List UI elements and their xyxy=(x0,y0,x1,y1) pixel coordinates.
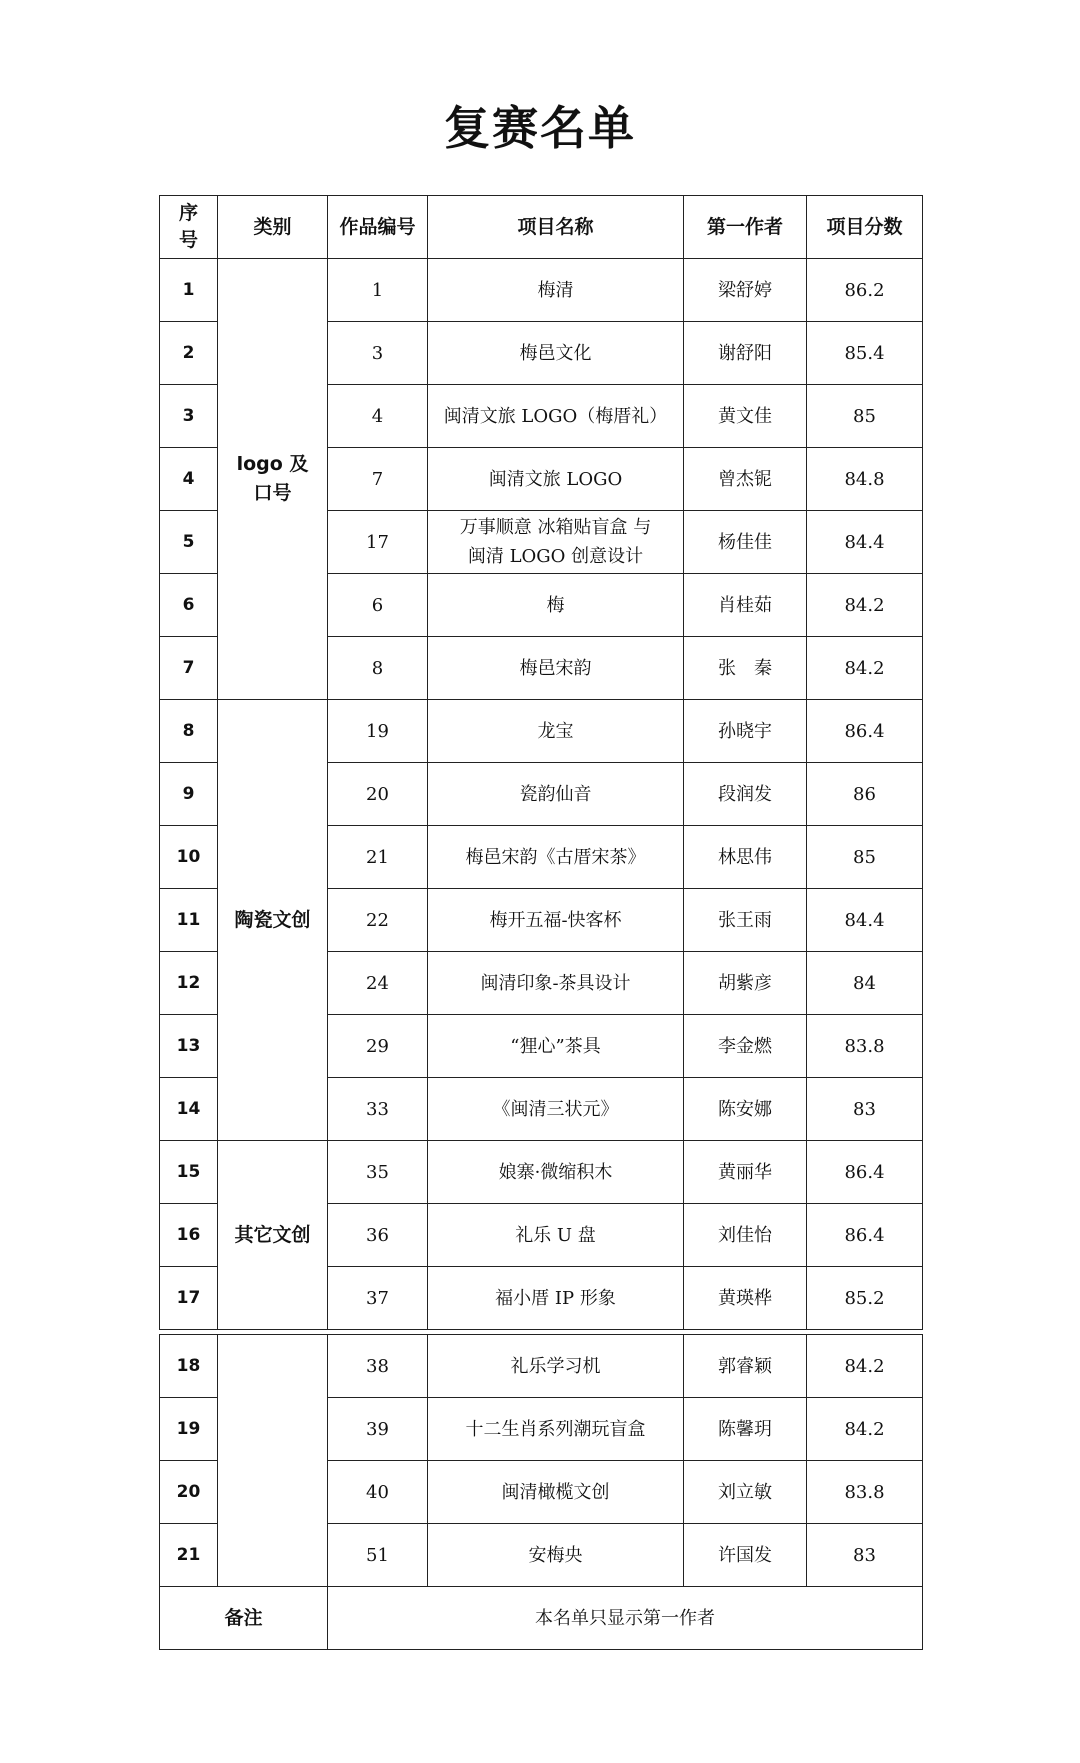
row-author: 张王雨 xyxy=(684,889,807,952)
category-cell: 陶瓷文创 xyxy=(218,700,328,1141)
row-score: 85 xyxy=(807,385,923,448)
row-project-name: 梅邑宋韵《古厝宋茶》 xyxy=(428,826,684,889)
page-title: 复赛名单 xyxy=(444,101,636,155)
row-work-no: 40 xyxy=(328,1461,428,1524)
row-score: 84.4 xyxy=(807,511,923,574)
row-work-no: 38 xyxy=(328,1335,428,1398)
row-work-no: 8 xyxy=(328,637,428,700)
row-project-name: 梅开五福-快客杯 xyxy=(428,889,684,952)
header-author: 第一作者 xyxy=(684,196,807,259)
row-score: 84.4 xyxy=(807,889,923,952)
row-author: 谢舒阳 xyxy=(684,322,807,385)
row-seq: 12 xyxy=(160,952,218,1015)
row-seq: 8 xyxy=(160,700,218,763)
row-work-no: 1 xyxy=(328,259,428,322)
note-label: 备注 xyxy=(160,1587,328,1650)
category-cell: logo 及口号 xyxy=(218,259,328,700)
row-seq: 11 xyxy=(160,889,218,952)
table-row xyxy=(160,259,923,322)
header-category: 类别 xyxy=(218,196,328,259)
header-work-no: 作品编号 xyxy=(328,196,428,259)
row-work-no: 29 xyxy=(328,1015,428,1078)
row-author: 刘立敏 xyxy=(684,1461,807,1524)
row-score: 86 xyxy=(807,763,923,826)
row-project-name: 梅清 xyxy=(428,259,684,322)
row-work-no: 6 xyxy=(328,574,428,637)
table-row xyxy=(160,1335,923,1398)
row-seq: 19 xyxy=(160,1398,218,1461)
row-project-name: 梅 xyxy=(428,574,684,637)
row-project-name: 龙宝 xyxy=(428,700,684,763)
row-work-no: 3 xyxy=(328,322,428,385)
row-score: 86.2 xyxy=(807,259,923,322)
row-project-name: 闽清橄榄文创 xyxy=(428,1461,684,1524)
row-score: 84.2 xyxy=(807,1335,923,1398)
row-project-name: 《闽清三状元》 xyxy=(428,1078,684,1141)
results-table xyxy=(159,195,923,1330)
row-work-no: 4 xyxy=(328,385,428,448)
row-author: 张 秦 xyxy=(684,637,807,700)
row-work-no: 39 xyxy=(328,1398,428,1461)
row-project-name: “狸心”茶具 xyxy=(428,1015,684,1078)
row-author: 肖桂茹 xyxy=(684,574,807,637)
row-score: 86.4 xyxy=(807,700,923,763)
row-seq: 18 xyxy=(160,1335,218,1398)
row-project-name: 瓷韵仙音 xyxy=(428,763,684,826)
row-author: 黄瑛桦 xyxy=(684,1267,807,1330)
row-seq: 1 xyxy=(160,259,218,322)
row-author: 杨佳佳 xyxy=(684,511,807,574)
results-table-continued xyxy=(159,1334,923,1650)
row-project-name: 梅邑宋韵 xyxy=(428,637,684,700)
row-work-no: 20 xyxy=(328,763,428,826)
note-text: 本名单只显示第一作者 xyxy=(328,1587,923,1650)
row-seq: 14 xyxy=(160,1078,218,1141)
row-score: 83.8 xyxy=(807,1015,923,1078)
row-work-no: 19 xyxy=(328,700,428,763)
row-project-name: 娘寨·微缩积木 xyxy=(428,1141,684,1204)
row-project-name: 梅邑文化 xyxy=(428,322,684,385)
row-work-no: 17 xyxy=(328,511,428,574)
row-author: 郭睿颖 xyxy=(684,1335,807,1398)
row-seq: 6 xyxy=(160,574,218,637)
note-row xyxy=(160,1587,923,1650)
row-work-no: 24 xyxy=(328,952,428,1015)
row-seq: 13 xyxy=(160,1015,218,1078)
row-work-no: 37 xyxy=(328,1267,428,1330)
row-author: 黄丽华 xyxy=(684,1141,807,1204)
row-work-no: 21 xyxy=(328,826,428,889)
row-author: 黄文佳 xyxy=(684,385,807,448)
row-score: 85.2 xyxy=(807,1267,923,1330)
row-author: 刘佳怡 xyxy=(684,1204,807,1267)
row-score: 86.4 xyxy=(807,1204,923,1267)
row-seq: 15 xyxy=(160,1141,218,1204)
row-author: 孙晓宇 xyxy=(684,700,807,763)
row-score: 83 xyxy=(807,1078,923,1141)
row-seq: 4 xyxy=(160,448,218,511)
row-seq: 9 xyxy=(160,763,218,826)
row-work-no: 22 xyxy=(328,889,428,952)
row-score: 83 xyxy=(807,1524,923,1587)
row-author: 胡紫彦 xyxy=(684,952,807,1015)
row-work-no: 35 xyxy=(328,1141,428,1204)
header-seq: 序号 xyxy=(160,196,218,259)
table-row xyxy=(160,700,923,763)
row-author: 梁舒婷 xyxy=(684,259,807,322)
row-project-name: 安梅央 xyxy=(428,1524,684,1587)
row-author: 段润发 xyxy=(684,763,807,826)
header-project: 项目名称 xyxy=(428,196,684,259)
row-seq: 10 xyxy=(160,826,218,889)
row-score: 85 xyxy=(807,826,923,889)
row-seq: 16 xyxy=(160,1204,218,1267)
row-author: 李金燃 xyxy=(684,1015,807,1078)
row-project-name: 礼乐 U 盘 xyxy=(428,1204,684,1267)
row-work-no: 51 xyxy=(328,1524,428,1587)
row-score: 85.4 xyxy=(807,322,923,385)
row-work-no: 36 xyxy=(328,1204,428,1267)
row-author: 陈馨玥 xyxy=(684,1398,807,1461)
row-author: 曾杰铌 xyxy=(684,448,807,511)
row-seq: 21 xyxy=(160,1524,218,1587)
table-header-row xyxy=(160,196,923,259)
row-project-name: 闽清文旅 LOGO（梅厝礼） xyxy=(428,385,684,448)
row-seq: 3 xyxy=(160,385,218,448)
category-cell: 其它文创 xyxy=(218,1141,328,1330)
row-project-name: 万事顺意 冰箱贴盲盒 与闽清 LOGO 创意设计 xyxy=(428,511,684,574)
row-work-no: 33 xyxy=(328,1078,428,1141)
row-score: 84 xyxy=(807,952,923,1015)
row-author: 陈安娜 xyxy=(684,1078,807,1141)
row-seq: 2 xyxy=(160,322,218,385)
row-score: 83.8 xyxy=(807,1461,923,1524)
row-project-name: 闽清印象-茶具设计 xyxy=(428,952,684,1015)
row-score: 84.2 xyxy=(807,637,923,700)
row-author: 林思伟 xyxy=(684,826,807,889)
row-project-name: 福小厝 IP 形象 xyxy=(428,1267,684,1330)
category-cell xyxy=(218,1335,328,1587)
row-project-name: 闽清文旅 LOGO xyxy=(428,448,684,511)
row-score: 86.4 xyxy=(807,1141,923,1204)
row-score: 84.2 xyxy=(807,1398,923,1461)
row-score: 84.8 xyxy=(807,448,923,511)
row-seq: 5 xyxy=(160,511,218,574)
row-work-no: 7 xyxy=(328,448,428,511)
row-score: 84.2 xyxy=(807,574,923,637)
row-author: 许国发 xyxy=(684,1524,807,1587)
row-seq: 17 xyxy=(160,1267,218,1330)
header-score: 项目分数 xyxy=(807,196,923,259)
row-seq: 20 xyxy=(160,1461,218,1524)
row-seq: 7 xyxy=(160,637,218,700)
row-project-name: 礼乐学习机 xyxy=(428,1335,684,1398)
table-row xyxy=(160,1141,923,1204)
row-project-name: 十二生肖系列潮玩盲盒 xyxy=(428,1398,684,1461)
